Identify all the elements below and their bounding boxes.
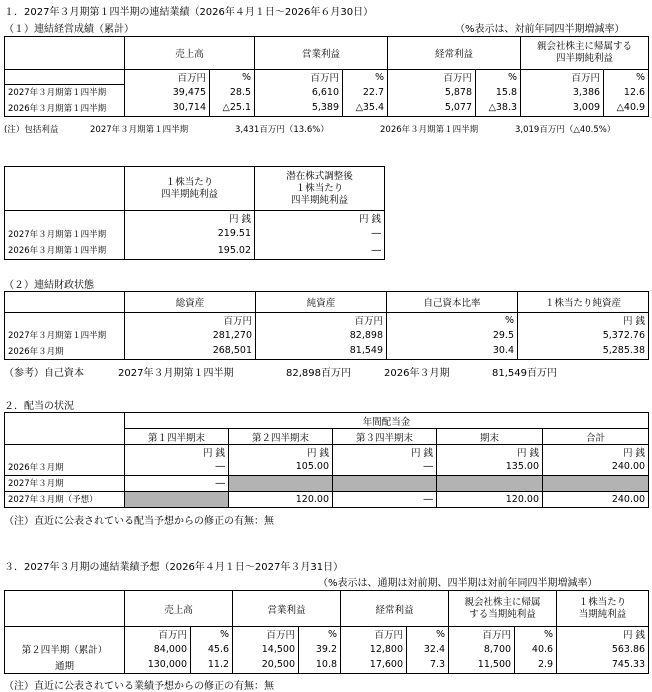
unit-cell: %	[191, 627, 233, 642]
results-unit-blank	[5, 70, 125, 85]
fp-header-blank	[5, 292, 125, 313]
forecast-header-net	[449, 591, 557, 627]
forecast-unit-blank	[5, 627, 125, 642]
eps-unit-blank	[5, 211, 125, 226]
forecast-header-eps	[557, 591, 649, 627]
table-row	[5, 459, 649, 475]
unit-cell: 百万円	[388, 70, 476, 85]
data-cell: 14,500	[233, 641, 299, 657]
data-cell: 240.00	[543, 491, 649, 507]
unit-cell: 百万円	[521, 70, 604, 85]
data-cell: 22.7	[343, 84, 388, 100]
data-cell: 45.6	[191, 641, 233, 657]
table-row	[5, 242, 385, 260]
data-cell: 12,800	[341, 641, 407, 657]
eps-header-diluted	[255, 167, 385, 211]
equity-ref-period2: 2026年３月期	[384, 368, 450, 379]
comprehensive-income-label: (注）包括利益	[4, 125, 59, 135]
equity-ref-period1: 2027年３月期第１四半期	[118, 368, 234, 379]
unit-cell: %	[407, 627, 449, 642]
data-cell: △40.9	[604, 100, 649, 116]
eps-header-diluted-line1: 潜在株式調整後	[286, 170, 353, 182]
forecast-header-net-line1: 親会社株主に帰属	[464, 596, 541, 608]
results-header-operating: 営業利益	[255, 37, 388, 70]
forecast-header-eps-line2: 当期純利益	[578, 608, 627, 620]
data-cell: 5,372.76	[518, 327, 649, 343]
data-cell: 130,000	[125, 657, 191, 673]
row-label: 2027年３月期第１四半期	[5, 327, 125, 343]
eps-header-diluted-line2: １株当たり	[295, 182, 344, 194]
shaded-cell	[229, 475, 333, 491]
table-row	[5, 491, 649, 507]
section3-title: ３．2027年３月期の連結業績予想（2026年４月１日～2027年３月31日）	[4, 562, 344, 573]
unit-cell: 円 銭	[125, 211, 255, 226]
data-cell: 8,700	[449, 641, 515, 657]
unit-cell: %	[343, 70, 388, 85]
data-cell: 17,600	[341, 657, 407, 673]
row-label: 通期	[5, 657, 125, 673]
data-cell: 30.4	[387, 343, 518, 359]
comprehensive-income-period1: 2027年３月期第１四半期	[90, 125, 189, 135]
data-cell: △35.4	[343, 100, 388, 116]
results-header-net-line2: 四半期純利益	[556, 53, 614, 64]
results-header-net-line1: 親会社株主に帰属する	[537, 41, 633, 52]
unit-cell: 円 銭	[518, 313, 649, 328]
unit-cell: 百万円	[255, 70, 343, 85]
eps-table	[4, 166, 385, 260]
data-cell: ―	[255, 226, 385, 242]
data-cell: ―	[255, 242, 385, 260]
forecast-note: （注）直近に公表されている業績予想からの修正の有無：無	[4, 681, 274, 692]
unit-cell: 円 銭	[125, 445, 229, 460]
dividend-header-q2: 第２四半期末	[229, 429, 333, 445]
equity-ref-label: （参考）自己資本	[4, 368, 84, 379]
data-cell: 7.3	[407, 657, 449, 673]
unit-cell: 円 銭	[543, 445, 649, 460]
data-cell: △38.3	[476, 100, 521, 116]
data-cell: 82,898	[256, 327, 387, 343]
equity-ref-value1: 82,898百万円	[286, 368, 351, 379]
results-header-blank	[5, 37, 125, 70]
comprehensive-income-value2: 3,019百万円（△40.5%）	[515, 125, 616, 135]
data-cell: 3,386	[521, 84, 604, 100]
data-cell: 15.8	[476, 84, 521, 100]
fp-header-net-assets: 純資産	[256, 292, 387, 313]
fp-header-bps: １株当たり純資産	[518, 292, 649, 313]
data-cell: 29.5	[387, 327, 518, 343]
dividend-header-year-end: 期末	[437, 429, 543, 445]
data-cell: △25.1	[210, 100, 255, 116]
unit-cell: %	[515, 627, 557, 642]
fp-header-total-assets: 総資産	[125, 292, 256, 313]
forecast-header-eps-line1: １株当たり	[578, 596, 627, 608]
fp-header-equity-ratio: 自己資本比率	[387, 292, 518, 313]
data-cell: 5,878	[388, 84, 476, 100]
results-header-ordinary: 経常利益	[388, 37, 521, 70]
data-cell: 135.00	[437, 459, 543, 475]
data-cell: 5,389	[255, 100, 343, 116]
comprehensive-income-value1: 3,431百万円（13.6%）	[235, 125, 329, 135]
data-cell: 30,714	[125, 100, 210, 116]
unit-cell: 円 銭	[557, 627, 649, 642]
data-cell: 28.5	[210, 84, 255, 100]
section3-pct-note: （%表示は、通期は対前期、四半期は対前年同四半期増減率）	[318, 578, 598, 589]
eps-header-basic-line1: １株当たり	[165, 176, 214, 188]
dividend-title: ２．配当の状況	[4, 401, 74, 412]
table-row	[5, 657, 649, 673]
equity-ref-value2: 81,549百万円	[492, 368, 557, 379]
forecast-header-sales: 売上高	[125, 591, 233, 627]
unit-cell: 百万円	[125, 627, 191, 642]
shaded-cell	[437, 475, 543, 491]
fp-unit-blank	[5, 313, 125, 328]
table-row	[5, 84, 649, 100]
data-cell: 3,009	[521, 100, 604, 116]
data-cell: 268,501	[125, 343, 256, 359]
data-cell: 11.2	[191, 657, 233, 673]
data-cell: 12.6	[604, 84, 649, 100]
shaded-cell	[543, 475, 649, 491]
unit-cell: %	[476, 70, 521, 85]
section1-title: １．2027年３月期第１四半期の連結業績（2026年４月１日～2026年６月30日）	[4, 7, 374, 18]
data-cell: 195.02	[125, 242, 255, 260]
table-row	[5, 343, 649, 359]
data-cell: 6,610	[255, 84, 343, 100]
table-row	[5, 641, 649, 657]
eps-header-diluted-line3: 四半期純利益	[290, 194, 348, 206]
unit-cell: 百万円	[256, 313, 387, 328]
data-cell: 745.33	[557, 657, 649, 673]
row-label: 2026年３月期第１四半期	[5, 100, 125, 116]
results-table	[4, 36, 649, 117]
data-cell: 32.4	[407, 641, 449, 657]
data-cell: 105.00	[229, 459, 333, 475]
data-cell: 5,077	[388, 100, 476, 116]
data-cell: 2.9	[515, 657, 557, 673]
table-row	[5, 327, 649, 343]
data-cell: 84,000	[125, 641, 191, 657]
unit-cell: %	[210, 70, 255, 85]
row-label: 2026年３月期第１四半期	[5, 242, 125, 260]
dividend-header-q3: 第３四半期末	[333, 429, 437, 445]
dividend-unit-blank	[5, 445, 125, 460]
table-row	[5, 475, 649, 491]
data-cell: 39,475	[125, 84, 210, 100]
shaded-cell	[333, 475, 437, 491]
data-cell: 40.6	[515, 641, 557, 657]
table-row	[5, 226, 385, 242]
data-cell: 120.00	[437, 491, 543, 507]
row-label: 2026年３月期	[5, 343, 125, 359]
unit-cell: 円 銭	[255, 211, 385, 226]
section1-pct-note: （%表示は、対前年同四半期増減率）	[455, 24, 625, 35]
eps-header-basic	[125, 167, 255, 211]
data-cell: 281,270	[125, 327, 256, 343]
data-cell: ―	[125, 475, 229, 491]
data-cell: 20,500	[233, 657, 299, 673]
unit-cell: 百万円	[449, 627, 515, 642]
eps-header-blank	[5, 167, 125, 211]
data-cell: 219.51	[125, 226, 255, 242]
row-label: 2027年３月期	[5, 475, 125, 491]
row-label: 第２四半期（累計）	[5, 641, 125, 657]
forecast-table	[4, 590, 649, 674]
table-row	[5, 100, 649, 116]
dividend-note: （注）直近に公表されている配当予想からの修正の有無：無	[4, 516, 274, 527]
unit-cell: 百万円	[341, 627, 407, 642]
data-cell: ―	[125, 459, 229, 475]
dividend-header-blank2	[5, 429, 125, 445]
financial-position-table	[4, 291, 649, 360]
data-cell: 11,500	[449, 657, 515, 673]
data-cell: ―	[333, 491, 437, 507]
dividend-header-total: 合計	[543, 429, 649, 445]
unit-cell: 円 銭	[437, 445, 543, 460]
unit-cell: %	[387, 313, 518, 328]
eps-header-basic-line2: 四半期純利益	[160, 188, 218, 200]
shaded-cell	[125, 491, 229, 507]
unit-cell: 百万円	[125, 313, 256, 328]
results-header-net	[521, 37, 649, 70]
results-header-sales: 売上高	[125, 37, 255, 70]
data-cell: 10.8	[299, 657, 341, 673]
row-label: 2027年３月期第１四半期	[5, 84, 125, 100]
dividend-header-blank	[5, 413, 125, 429]
data-cell: 39.2	[299, 641, 341, 657]
dividend-header-q1: 第１四半期末	[125, 429, 229, 445]
row-label: 2027年３月期（予想）	[5, 491, 125, 507]
forecast-header-blank	[5, 591, 125, 627]
data-cell: 120.00	[229, 491, 333, 507]
forecast-header-operating: 営業利益	[233, 591, 341, 627]
unit-cell: 百万円	[233, 627, 299, 642]
data-cell: ―	[333, 459, 437, 475]
unit-cell: 百万円	[125, 70, 210, 85]
dividend-table	[4, 412, 649, 508]
unit-cell: %	[604, 70, 649, 85]
unit-cell: %	[299, 627, 341, 642]
section1-subtitle: （１）連結経営成績（累計）	[4, 24, 134, 35]
unit-cell: 円 銭	[333, 445, 437, 460]
data-cell: 563.86	[557, 641, 649, 657]
row-label: 2026年３月期	[5, 459, 125, 475]
row-label: 2027年３月期第１四半期	[5, 226, 125, 242]
forecast-header-ordinary: 経常利益	[341, 591, 449, 627]
data-cell: 81,549	[256, 343, 387, 359]
unit-cell: 円 銭	[229, 445, 333, 460]
section2-title: （２）連結財政状態	[4, 280, 94, 291]
data-cell: 5,285.38	[518, 343, 649, 359]
forecast-header-net-line2: する当期純利益	[469, 608, 536, 620]
dividend-group-header: 年間配当金	[125, 413, 649, 429]
comprehensive-income-period2: 2026年３月期第１四半期	[380, 125, 479, 135]
data-cell: 240.00	[543, 459, 649, 475]
